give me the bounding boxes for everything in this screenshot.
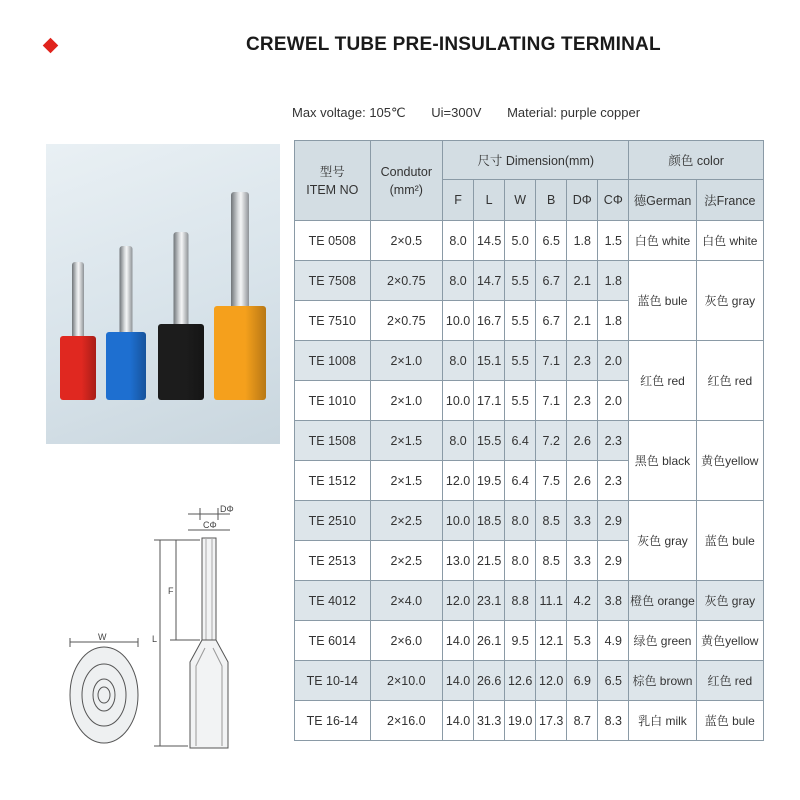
dimension-cell: 14.7 bbox=[474, 261, 505, 301]
dimension-cell: 4.2 bbox=[567, 581, 598, 621]
header-color: 颜色 color bbox=[629, 141, 764, 180]
dimension-cell: 8.0 bbox=[443, 221, 474, 261]
dimension-cell: 6.4 bbox=[505, 421, 536, 461]
dimension-cell: 2.9 bbox=[598, 501, 629, 541]
item-no-cell: TE 10-14 bbox=[295, 661, 371, 701]
dimension-cell: 23.1 bbox=[474, 581, 505, 621]
conductor-cell: 2×16.0 bbox=[370, 701, 442, 741]
color-german-cell: 乳白 milk bbox=[629, 701, 696, 741]
dimension-cell: 2.3 bbox=[598, 461, 629, 501]
dimension-cell: 8.0 bbox=[443, 341, 474, 381]
dimension-cell: 17.1 bbox=[474, 381, 505, 421]
dimension-cell: 12.0 bbox=[443, 581, 474, 621]
dimension-cell: 14.5 bbox=[474, 221, 505, 261]
color-german-cell: 橙色 orange bbox=[629, 581, 696, 621]
header-conductor bbox=[370, 141, 442, 221]
header-cond-label: Condutor bbox=[380, 164, 433, 179]
item-no-cell: TE 4012 bbox=[295, 581, 371, 621]
product-photo bbox=[46, 144, 280, 444]
terminal-body bbox=[158, 324, 204, 400]
dimension-cell: 19.5 bbox=[474, 461, 505, 501]
dimension-cell: 8.8 bbox=[505, 581, 536, 621]
dimension-cell: 17.3 bbox=[536, 701, 567, 741]
dimension-cell: 5.5 bbox=[505, 381, 536, 421]
dimension-cell: 12.0 bbox=[443, 461, 474, 501]
dimension-cell: 8.0 bbox=[443, 261, 474, 301]
dimension-cell: 5.0 bbox=[505, 221, 536, 261]
color-france-cell: 红色 red bbox=[696, 661, 763, 701]
dimension-cell: 8.5 bbox=[536, 541, 567, 581]
header-cond-unit: (mm²) bbox=[389, 182, 423, 197]
dimension-cell: 31.3 bbox=[474, 701, 505, 741]
orange-terminal bbox=[214, 192, 266, 400]
color-german-cell: 红色 red bbox=[629, 341, 696, 421]
dimension-cell: 7.5 bbox=[536, 461, 567, 501]
dimension-cell: 2.0 bbox=[598, 341, 629, 381]
dimension-cell: 3.3 bbox=[567, 501, 598, 541]
dimension-cell: 26.6 bbox=[474, 661, 505, 701]
label-w: W bbox=[98, 632, 107, 642]
conductor-cell: 2×6.0 bbox=[370, 621, 442, 661]
terminal-body bbox=[106, 332, 146, 400]
dimension-cell: 14.0 bbox=[443, 701, 474, 741]
conductor-cell: 2×1.5 bbox=[370, 421, 442, 461]
dimension-cell: 6.5 bbox=[536, 221, 567, 261]
item-no-cell: TE 0508 bbox=[295, 221, 371, 261]
header-dim: DΦ bbox=[567, 180, 598, 221]
material: Material: purple copper bbox=[507, 105, 641, 120]
item-no-cell: TE 2513 bbox=[295, 541, 371, 581]
table-row bbox=[295, 661, 764, 701]
header-dim: CΦ bbox=[598, 180, 629, 221]
dimension-cell: 7.1 bbox=[536, 381, 567, 421]
terminal-body bbox=[214, 306, 266, 400]
dimension-cell: 18.5 bbox=[474, 501, 505, 541]
dimension-cell: 2.0 bbox=[598, 381, 629, 421]
color-german-cell: 黑色 black bbox=[629, 421, 696, 501]
color-german-cell: 棕色 brown bbox=[629, 661, 696, 701]
color-german-cell: 白色 white bbox=[629, 221, 696, 261]
dimension-cell: 1.8 bbox=[598, 301, 629, 341]
dimension-cell: 6.9 bbox=[567, 661, 598, 701]
dimension-cell: 5.3 bbox=[567, 621, 598, 661]
bullet-diamond-icon bbox=[43, 38, 59, 54]
dimension-cell: 6.5 bbox=[598, 661, 629, 701]
dimension-cell: 8.7 bbox=[567, 701, 598, 741]
table-row bbox=[295, 221, 764, 261]
color-france-cell: 灰色 gray bbox=[696, 581, 763, 621]
color-france-cell: 灰色 gray bbox=[696, 261, 763, 341]
color-france-cell: 蓝色 bule bbox=[696, 701, 763, 741]
color-german-cell: 蓝色 bule bbox=[629, 261, 696, 341]
dimension-cell: 12.1 bbox=[536, 621, 567, 661]
dimension-cell: 6.4 bbox=[505, 461, 536, 501]
table-row bbox=[295, 421, 764, 461]
conductor-cell: 2×2.5 bbox=[370, 501, 442, 541]
conductor-cell: 2×10.0 bbox=[370, 661, 442, 701]
conductor-cell: 2×2.5 bbox=[370, 541, 442, 581]
dimension-cell: 8.0 bbox=[505, 541, 536, 581]
color-france-cell: 蓝色 bule bbox=[696, 501, 763, 581]
dimension-cell: 2.1 bbox=[567, 261, 598, 301]
page-title: CREWEL TUBE PRE-INSULATING TERMINAL bbox=[246, 34, 661, 55]
terminal-body bbox=[60, 336, 96, 400]
header-dim: W bbox=[505, 180, 536, 221]
item-no-cell: TE 7508 bbox=[295, 261, 371, 301]
header-dim: L bbox=[474, 180, 505, 221]
item-no-cell: TE 6014 bbox=[295, 621, 371, 661]
conductor-cell: 2×1.5 bbox=[370, 461, 442, 501]
conductor-cell: 2×1.0 bbox=[370, 341, 442, 381]
item-no-cell: TE 1512 bbox=[295, 461, 371, 501]
red-terminal bbox=[60, 262, 96, 400]
max-voltage: Max voltage: 105℃ bbox=[292, 105, 406, 120]
table-row bbox=[295, 341, 764, 381]
dimension-cell: 8.0 bbox=[505, 501, 536, 541]
blue-terminal bbox=[106, 246, 146, 400]
dimension-cell: 10.0 bbox=[443, 501, 474, 541]
header-item bbox=[295, 141, 371, 221]
dimension-cell: 19.0 bbox=[505, 701, 536, 741]
label-c-phi: CΦ bbox=[203, 520, 217, 530]
table-row bbox=[295, 581, 764, 621]
dimension-cell: 2.3 bbox=[567, 341, 598, 381]
dimension-cell: 10.0 bbox=[443, 301, 474, 341]
item-no-cell: TE 2510 bbox=[295, 501, 371, 541]
dimension-cell: 11.1 bbox=[536, 581, 567, 621]
dimension-cell: 3.3 bbox=[567, 541, 598, 581]
dimension-cell: 2.9 bbox=[598, 541, 629, 581]
dimension-drawing bbox=[60, 490, 290, 750]
dimension-cell: 2.6 bbox=[567, 421, 598, 461]
dimension-cell: 6.7 bbox=[536, 261, 567, 301]
dimension-cell: 8.5 bbox=[536, 501, 567, 541]
conductor-cell: 2×4.0 bbox=[370, 581, 442, 621]
dimension-cell: 5.5 bbox=[505, 261, 536, 301]
dimension-cell: 8.3 bbox=[598, 701, 629, 741]
dimension-cell: 2.1 bbox=[567, 301, 598, 341]
dimension-cell: 4.9 bbox=[598, 621, 629, 661]
spec-table bbox=[294, 140, 764, 741]
dimension-cell: 1.5 bbox=[598, 221, 629, 261]
label-l: L bbox=[152, 634, 158, 644]
black-terminal bbox=[158, 232, 204, 400]
item-no-cell: TE 1010 bbox=[295, 381, 371, 421]
table-row bbox=[295, 701, 764, 741]
dimension-cell: 2.6 bbox=[567, 461, 598, 501]
header-item-cn: 型号 bbox=[319, 164, 345, 179]
dimension-cell: 14.0 bbox=[443, 661, 474, 701]
rated-voltage: Ui=300V bbox=[431, 105, 482, 120]
dimension-cell: 10.0 bbox=[443, 381, 474, 421]
color-france-cell: 黄色yellow bbox=[696, 421, 763, 501]
color-france-cell: 黄色yellow bbox=[696, 621, 763, 661]
dimension-cell: 13.0 bbox=[443, 541, 474, 581]
spec-line bbox=[292, 105, 662, 121]
color-german-cell: 灰色 gray bbox=[629, 501, 696, 581]
dimension-cell: 3.8 bbox=[598, 581, 629, 621]
dimension-cell: 16.7 bbox=[474, 301, 505, 341]
conductor-cell: 2×0.75 bbox=[370, 261, 442, 301]
dimension-cell: 15.1 bbox=[474, 341, 505, 381]
color-german-cell: 绿色 green bbox=[629, 621, 696, 661]
item-no-cell: TE 1008 bbox=[295, 341, 371, 381]
dimension-cell: 21.5 bbox=[474, 541, 505, 581]
item-no-cell: TE 1508 bbox=[295, 421, 371, 461]
table-row bbox=[295, 261, 764, 301]
dimension-cell: 5.5 bbox=[505, 301, 536, 341]
header-dimension: 尺寸 Dimension(mm) bbox=[443, 141, 629, 180]
table-row bbox=[295, 501, 764, 541]
item-no-cell: TE 16-14 bbox=[295, 701, 371, 741]
dimension-cell: 7.2 bbox=[536, 421, 567, 461]
dimension-cell: 2.3 bbox=[598, 421, 629, 461]
color-france-cell: 红色 red bbox=[696, 341, 763, 421]
dimension-cell: 8.0 bbox=[443, 421, 474, 461]
dimension-cell: 5.5 bbox=[505, 341, 536, 381]
conductor-cell: 2×0.75 bbox=[370, 301, 442, 341]
header-german: 德German bbox=[629, 180, 696, 221]
header-item-en: ITEM NO bbox=[306, 182, 359, 197]
dimension-cell: 15.5 bbox=[474, 421, 505, 461]
dimension-cell: 7.1 bbox=[536, 341, 567, 381]
label-d-phi: DΦ bbox=[220, 504, 234, 514]
dimension-cell: 26.1 bbox=[474, 621, 505, 661]
dimension-cell: 14.0 bbox=[443, 621, 474, 661]
color-france-cell: 白色 white bbox=[696, 221, 763, 261]
conductor-cell: 2×0.5 bbox=[370, 221, 442, 261]
header-dim: B bbox=[536, 180, 567, 221]
conductor-cell: 2×1.0 bbox=[370, 381, 442, 421]
item-no-cell: TE 7510 bbox=[295, 301, 371, 341]
dimension-cell: 9.5 bbox=[505, 621, 536, 661]
table-row bbox=[295, 621, 764, 661]
header-dim: F bbox=[443, 180, 474, 221]
header-france: 法France bbox=[696, 180, 763, 221]
label-f: F bbox=[168, 586, 174, 596]
dimension-cell: 2.3 bbox=[567, 381, 598, 421]
dimension-cell: 12.0 bbox=[536, 661, 567, 701]
dimension-cell: 1.8 bbox=[598, 261, 629, 301]
dimension-cell: 12.6 bbox=[505, 661, 536, 701]
dimension-cell: 1.8 bbox=[567, 221, 598, 261]
dimension-cell: 6.7 bbox=[536, 301, 567, 341]
